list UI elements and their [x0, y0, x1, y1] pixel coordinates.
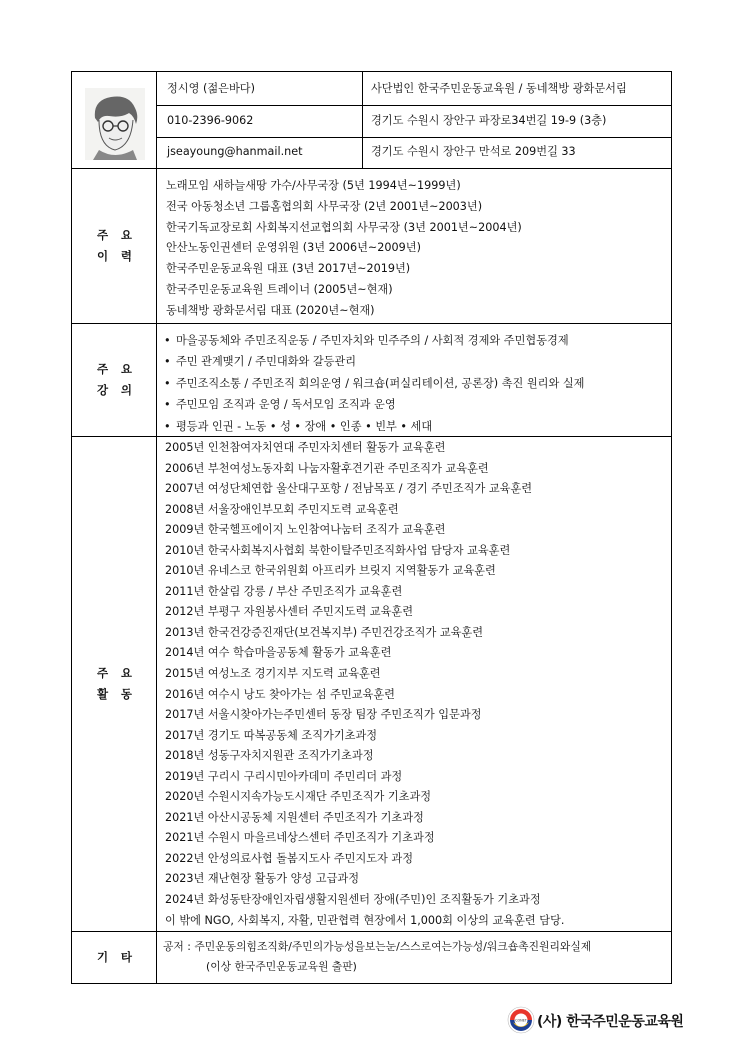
list-item: • 마을공동체와 주민조직운동 / 주민자치와 민주주의 / 사회적 경제와 주민협동경제 [164, 330, 584, 351]
list-item: 2013년 한국건강증진재단(보건복지부) 주민건강조직가 교육훈련 [165, 625, 484, 639]
list-item: 2023년 재난현장 활동가 양성 고급과정 [165, 872, 359, 886]
list-item: 한국주민운동교육원 대표 (3년 2017년~2019년) [166, 262, 411, 276]
activities-label: 주 요 활 동 [97, 666, 132, 701]
list-item: 2022년 안성의료사협 돌봄지도사 주민지도자 과정 [165, 851, 414, 865]
list-item: 2010년 한국사회복지사협회 북한이탈주민조직화사업 담당자 교육훈련 [165, 543, 511, 557]
list-item: 2014년 여수 학습마을공동체 활동가 교육훈련 [165, 646, 392, 660]
list-item: 2021년 아산시공동체 지원센터 주민조직가 기초과정 [165, 810, 424, 824]
list-item: 2006년 부천여성노동자회 나눔자활후견기관 주민조직가 교육훈련 [165, 461, 489, 475]
etc-label: 기 타 [97, 950, 132, 964]
list-item: 2021년 수원시 마을르네상스센터 주민조직가 기초과정 [165, 831, 435, 845]
list-item: 2007년 여성단체연합 울산대구포항 / 전남목포 / 경기 주민조직가 교육훈련 [165, 482, 533, 496]
list-item: 2024년 화성동탄장애인자립생활지원센터 장애(주민)인 조직활동가 기초과정 [165, 893, 541, 907]
profile-organization: 사단법인 한국주민운동교육원 / 동네책방 광화문서림 [371, 82, 627, 95]
list-item: 2012년 부평구 자원봉사센터 주민지도력 교육훈련 [165, 605, 414, 619]
etc-publisher-note: (이상 한국주민운동교육원 출판) [206, 960, 357, 973]
divider [362, 72, 363, 168]
list-item: 이 밖에 NGO, 사회복지, 자활, 민관협력 현장에서 1,000회 이상의 교육훈련 담당. [165, 913, 565, 927]
list-item: 2019년 구리시 구리시민아카데미 주민리더 과정 [165, 769, 403, 783]
organization-logo-icon [507, 1006, 535, 1034]
list-item: 2011년 한살림 강릉 / 부산 주민조직가 교육훈련 [165, 584, 403, 598]
divider [72, 931, 671, 932]
organization-name: (사) 한국주민운동교육원 [537, 1014, 684, 1030]
list-item: 2010년 유네스코 한국위원회 아프리카 브릿지 지역활동가 교육훈련 [165, 564, 496, 578]
list-item: 한국기독교장로회 사회복지선교협의회 사무국장 (3년 2001년~2004년) [166, 220, 522, 234]
profile-phone: 010-2396-9062 [167, 114, 254, 127]
list-item: 2020년 수원시지속가능도시재단 주민조직가 기초과정 [165, 790, 432, 804]
divider [72, 323, 671, 324]
list-item: 한국주민운동교육원 트레이너 (2005년~현재) [166, 282, 393, 296]
list-item: 안산노동인권센터 운영위원 (3년 2006년~2009년) [166, 241, 421, 255]
lectures-label: 주 요 강 의 [97, 362, 132, 397]
etc-coauthored: 공저 : 주민운동의힘조직화/주민의가능성을보는눈/스스로여는가능성/워크숍촉진원리와실제 [163, 940, 592, 953]
career-label: 주 요 이 력 [97, 228, 132, 263]
divider [156, 137, 671, 138]
list-item: 2017년 서울시찾아가는주민센터 동장 팀장 주민조직가 입문과정 [165, 708, 482, 722]
list-item: • 주민모임 조직과 운영 / 독서모임 조직과 운영 [164, 394, 584, 415]
list-item: 2016년 여수시 낭도 찾아가는 섬 주민교육훈련 [165, 687, 395, 701]
list-item: 노래모임 새하늘새땅 가수/사무국장 (5년 1994년~1999년) [166, 179, 461, 192]
list-item: • 주민조직소통 / 주민조직 회의운영 / 워크숍(퍼실리테이션, 공론장) 촉진 원리와 실제 [164, 373, 584, 394]
career-list [166, 176, 522, 322]
activities-list [165, 438, 564, 931]
resume-table [71, 71, 672, 984]
profile-photo [85, 88, 145, 160]
profile-address-1: 경기도 수원시 장안구 파장로34번길 19-9 (3층) [371, 114, 607, 127]
list-item: 2015년 여성노조 경기지부 지도력 교육훈련 [165, 667, 381, 681]
list-item: • 주민 관계맺기 / 주민대화와 갈등관리 [164, 351, 584, 372]
list-item: 동네책방 광화문서림 대표 (2020년~현재) [166, 303, 375, 317]
list-item: 전국 아동청소년 그룹홈협의회 사무국장 (2년 2001년~2003년) [166, 199, 483, 213]
lectures-list [164, 330, 584, 437]
profile-address-2: 경기도 수원시 장안구 만석로 209번길 33 [371, 145, 576, 158]
divider [156, 105, 671, 106]
profile-email: jseayoung@hanmail.net [167, 145, 303, 158]
list-item: 2017년 경기도 따복공동체 조직가기초과정 [165, 728, 378, 742]
list-item: 2005년 인천참여자치연대 주민자치센터 활동가 교육훈련 [165, 441, 446, 454]
profile-name: 정시영 (젊은바다) [167, 82, 255, 95]
svg-text:CONET: CONET [515, 1018, 527, 1023]
list-item: • 평등과 인권 - 노동 • 성 • 장애 • 인종 • 빈부 • 세대 [164, 416, 584, 437]
divider [72, 168, 671, 169]
list-item: 2009년 한국헬프에이지 노인참여나눔터 조직가 교육훈련 [165, 523, 446, 537]
list-item: 2018년 성동구자치지원관 조직가기초과정 [165, 749, 374, 763]
list-item: 2008년 서울장애인부모회 주민지도력 교육훈련 [165, 502, 399, 516]
divider [156, 72, 157, 983]
